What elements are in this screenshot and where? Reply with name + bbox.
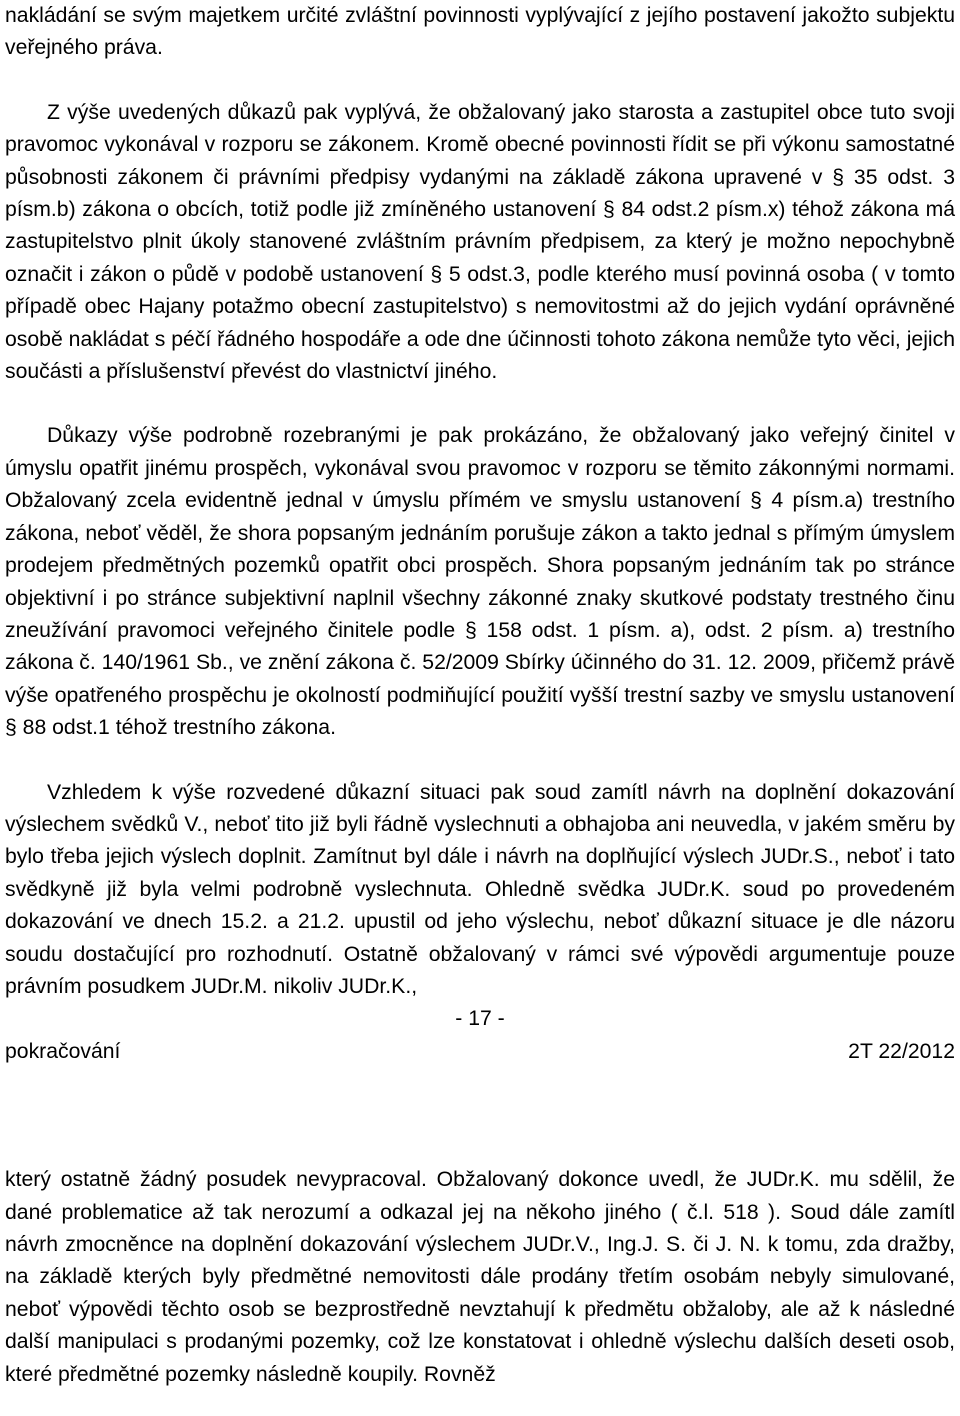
spacer <box>5 745 955 777</box>
spacer <box>5 388 955 420</box>
case-number: 2T 22/2012 <box>848 1039 955 1063</box>
page-body <box>5 0 955 1391</box>
page-break <box>5 1068 955 1164</box>
paragraph-5: který ostatně žádný posudek nevypracoval. Obžalovaný dokonce uvedl, že JUDr.K. mu sdělil, že dané problematice až tak nerozumí a odkazal jej na někoho jiného ( č.l. 518 ). Soud dále zamítl návrh zmocněnce na doplnění dokazování výslechem JUDr.V., Ing.J. S. či J. N. k tomu, zda dražby, na základě kterých byly předmětné nemovitosti dále prodány třetím osobám nebyly simulované, neboť výpovědi těchto osob se bezprostředně nevztahují k předmětu obžaloby, ale až k následné další manipulaci s prodanými pozemky, což lze konstatovat i ohledně výslechu dalších deseti osob, které předmětné pozemky následně koupily. Rovněž <box>5 1168 955 1386</box>
continuation-label: pokračování <box>5 1039 121 1063</box>
paragraph-4: Vzhledem k výše rozvedené důkazní situaci pak soud zamítl návrh na doplnění dokazování výslechem svědků V., neboť tito již byli řádně vyslechnuti a obhajoba ani neuvedla, v jakém směru by bylo třeba jejich výslech doplnit. Zamítnut byl dále i návrh na doplňující výslech JUDr.S., neboť i tato svědkyně již byla velmi podrobně vyslechnuta. Ohledně svědka JUDr.K. soud po provedeném dokazování ve dnech 15.2. a 21.2. upustil od jeho výslechu, neboť důkazní situace je dle názoru soudu dostačující pro rozhodnutí. Ostatně obžalovaný v rámci své výpovědi argumentuje pouze právním posudkem JUDr.M. nikoliv JUDr.K., <box>5 780 955 998</box>
page-footer <box>5 1036 955 1068</box>
paragraph-3: Důkazy výše podrobně rozebranými je pak prokázáno, že obžalovaný jako veřejný činitel v úmyslu opatřit jinému prospěch, vykonával svou pravomoc v rozporu se těmito zákonnými normami. Obžalovaný zcela evidentně jednal v úmyslu přímém ve smyslu ustanovení § 4 písm.a) trestního zákona, neboť věděl, že shora popsaným jednáním porušuje zákon a takto jednal s přímým úmyslem prodejem předmětných pozemků opatřit obci prospěch. Shora popsaným jednáním tak po stránce objektivní i po stránce subjektivní naplnil všechny zákonné znaky skutkové podstaty trestného činu zneužívání pravomoci veřejného činitele podle § 158 odst. 1 písm. a), odst. 2 písm. a) trestního zákona č. 140/1961 Sb., ve znění zákona č. 52/2009 Sbírky účinného do 31. 12. 2009, přičemž právě výše opatřeného prospěchu je okolností podmiňující použití vyšší trestní sazby ve smyslu ustanovení § 88 odst.1 téhož trestního zákona. <box>5 424 955 740</box>
spacer <box>5 65 955 97</box>
paragraph-1: nakládání se svým majetkem určité zvláštní povinnosti vyplývající z jejího postavení jakožto subjektu veřejného práva. <box>5 4 955 60</box>
paragraph-2: Z výše uvedených důkazů pak vyplývá, že obžalovaný jako starosta a zastupitel obce tuto svoji pravomoc vykonával v rozporu se zákonem. Kromě obecné povinnosti řídit se při výkonu samostatné působnosti zákonem či právními předpisy vydanými na základě zákona upravené v § 35 odst. 3 písm.b) zákona o obcích, totiž podle již zmíněného ustanovení § 84 odst.2 písm.x) téhož zákona má zastupitelstvo plnit úkoly stanovené zvláštním právním předpisem, za který je možno nepochybně označit i zákon o půdě v podobě ustanovení § 5 odst.3, podle kterého musí povinná osoba ( v tomto případě obec Hajany potažmo obecní zastupitelstvo) s nemovitostmi až do jejich vydání oprávněné osobě nakládat s péčí řádného hospodáře a ode dne účinnosti tohoto zákona nemůže tyto věci, jejich součásti a příslušenství převést do vlastnictví jiného. <box>5 100 955 384</box>
page-number: - 17 - <box>455 1007 505 1031</box>
